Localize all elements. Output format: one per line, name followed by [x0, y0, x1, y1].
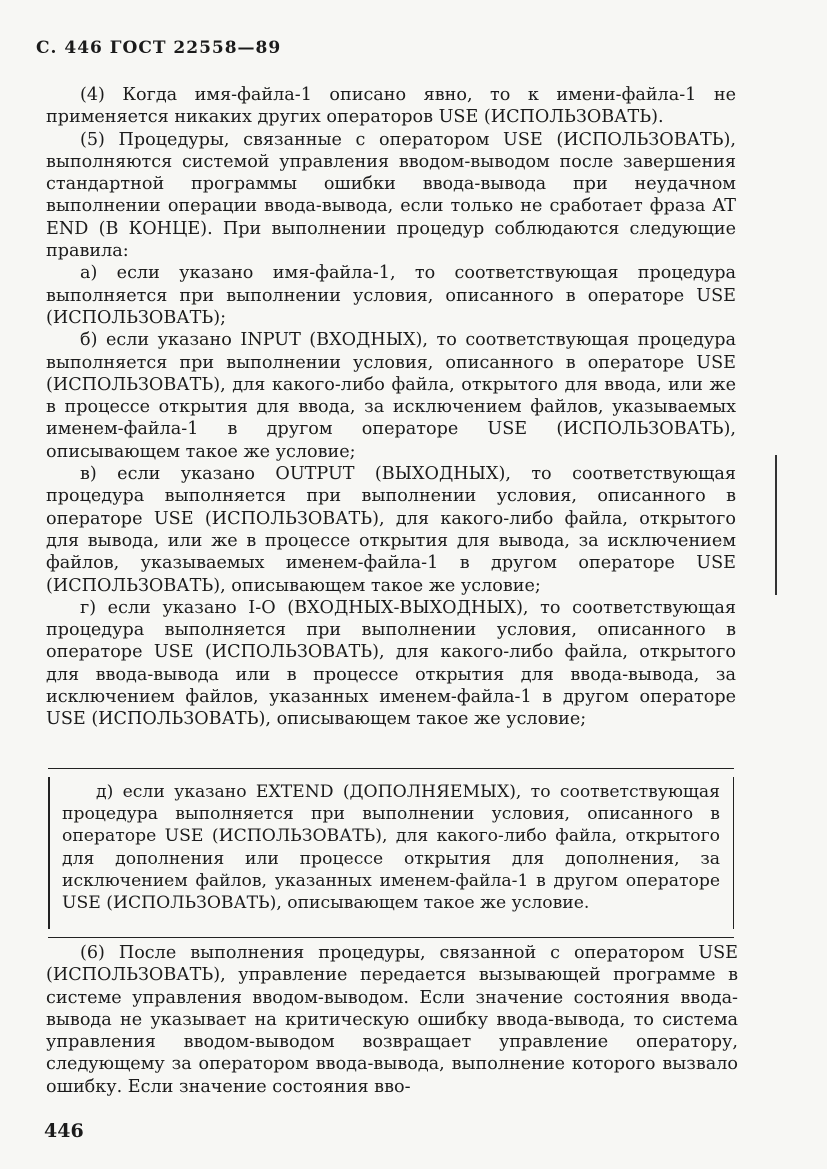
main-text — [46, 84, 736, 731]
rule-v: в) если указано OUTPUT (ВЫХОДНЫХ), то соответствующая процедура выполняется при выполнении условия, описанного в операторе USE (ИСПОЛЬЗОВАТЬ), для какого-либо файла, открытого для вывода, или же в процессе открытия для вывода, за исключением файлов, указываемых именем-файла-1 в другом операторе USE (ИСПОЛЬЗОВАТЬ), описывающем такое же условие; — [46, 464, 736, 596]
boxed-insert — [48, 768, 734, 938]
margin-change-mark — [775, 455, 777, 595]
paragraph-6: (6) После выполнения процедуры, связанной с оператором USE (ИСПОЛЬЗОВАТЬ), управление передается вызывающей программе в системе управления вводом-выводом. Если значение состояния ввода-вывода не указывает на критическую ошибку ввода-вывода, то система управления вводом-выводом возвращает управление оператору, следующему за оператором ввода-вывода, выполнение которого вызвало ошибку. Если значение состояния вво- — [46, 943, 738, 1097]
paragraph-4: (4) Когда имя-файла-1 описано явно, то к имени-файла-1 не применяется никаких других операторов USE (ИСПОЛЬЗОВАТЬ). — [46, 85, 736, 128]
box-right-rule — [733, 777, 735, 929]
box-left-rule — [48, 777, 50, 929]
rule-g: г) если указано I-O (ВХОДНЫХ-ВЫХОДНЫХ), то соответствующая процедура выполняется при выполнении условия, описанного в операторе USE (ИСПОЛЬЗОВАТЬ), для какого-либо файла, открытого для ввода-вывода или в процессе открытия для ввода-вывода, за исключением файлов, указанных именем-файла-1 в другом операторе USE (ИСПОЛЬЗОВАТЬ), описывающем такое же условие; — [46, 597, 736, 730]
page-header: С. 446 ГОСТ 22558—89 — [36, 38, 282, 58]
after-box-text — [46, 942, 738, 1098]
page-number: 446 — [44, 1120, 84, 1142]
boxed-text — [62, 781, 720, 914]
rule-a: а) если указано имя-файла-1, то соответствующая процедура выполняется при выполнении условия, описанного в операторе USE (ИСПОЛЬЗОВАТЬ); — [46, 263, 736, 328]
paragraph-5: (5) Процедуры, связанные с оператором USE (ИСПОЛЬЗОВАТЬ), выполняются системой управления вводом-выводом после завершения стандартной программы ошибки ввода-вывода при неудачном выполнении операции ввода-вывода, если только не сработает фраза AT END (В КОНЦЕ). При выполнении процедур соблюдаются следующие правила: — [46, 129, 736, 262]
rule-b: б) если указано INPUT (ВХОДНЫХ), то соответствующая процедура выполняется при выполнении условия, описанного в операторе USE (ИСПОЛЬЗОВАТЬ), для какого-либо файла, открытого для ввода, или же в процессе открытия для ввода, за исключением файлов, указываемых именем-файла-1 в другом операторе USE (ИСПОЛЬЗОВАТЬ), описывающем такое же условие; — [46, 330, 736, 462]
rule-d: д) если указано EXTEND (ДОПОЛНЯЕМЫХ), то соответствующая процедура выполняется при выполнении условия, описанного в операторе USE (ИСПОЛЬЗОВАТЬ), для какого-либо файла, открытого для дополнения или процессе открытия для дополнения, за исключением файлов, указанных именем-файла-1 в другом операторе USE (ИСПОЛЬЗОВАТЬ), описывающем такое же условие. — [62, 782, 720, 914]
